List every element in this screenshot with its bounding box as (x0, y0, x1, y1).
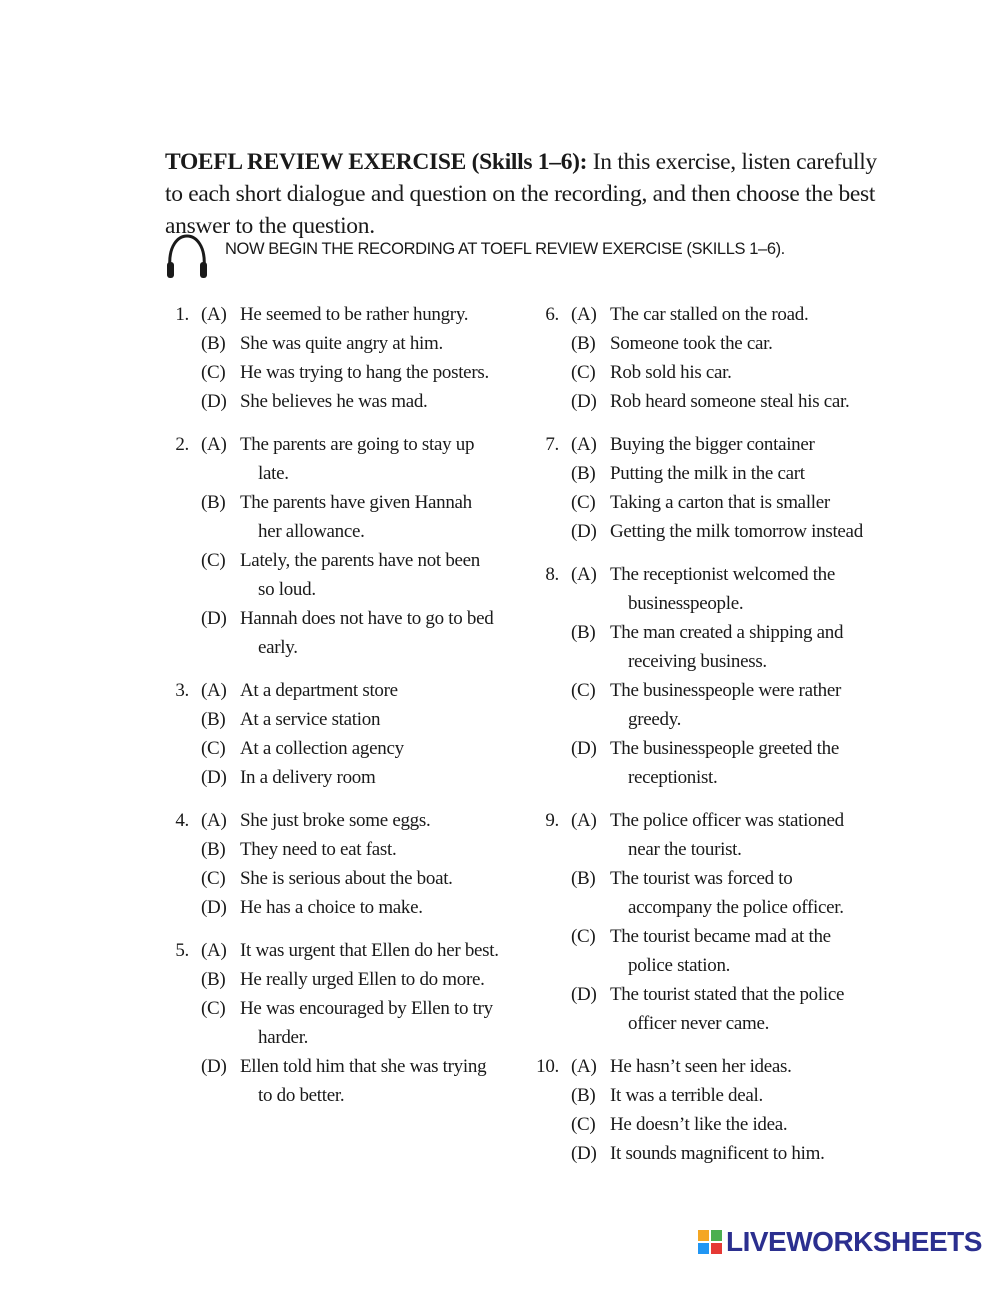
option-letter: (D) (201, 897, 227, 918)
answer-option[interactable] (165, 358, 515, 387)
answer-option[interactable] (535, 1139, 895, 1168)
option-letter: (A) (201, 940, 227, 961)
option-text: He was trying to hang the posters. (240, 362, 489, 383)
questions-column-right (535, 300, 895, 1168)
option-text: The businesspeople greeted the (610, 738, 839, 759)
answer-option[interactable] (535, 1110, 895, 1139)
question-2 (165, 430, 515, 662)
answer-option[interactable] (535, 358, 895, 387)
option-letter: (C) (201, 550, 226, 571)
option-letter: (B) (571, 622, 596, 643)
answer-option[interactable] (165, 488, 515, 546)
question-8 (535, 560, 895, 792)
questions-column-left (165, 300, 515, 1110)
option-text: At a service station (240, 709, 381, 730)
option-letter: (C) (571, 492, 596, 513)
liveworksheets-logo-icon (698, 1230, 722, 1254)
option-text: The businesspeople were rather (610, 680, 842, 701)
answer-option[interactable] (535, 387, 895, 416)
answer-option[interactable] (165, 676, 515, 705)
answer-option[interactable] (535, 734, 895, 792)
option-text: He hasn’t seen her ideas. (610, 1056, 792, 1077)
answer-option[interactable] (535, 922, 895, 980)
option-text: She just broke some eggs. (240, 810, 431, 831)
answer-option[interactable] (165, 864, 515, 893)
answer-option[interactable] (165, 329, 515, 358)
option-letter: (B) (571, 868, 596, 889)
answer-option[interactable] (165, 734, 515, 763)
question-number: 10. (536, 1056, 559, 1077)
answer-option[interactable] (165, 994, 515, 1052)
answer-option[interactable] (165, 705, 515, 734)
option-letter: (B) (201, 839, 226, 860)
question-4 (165, 806, 515, 922)
answer-option[interactable] (165, 430, 515, 488)
option-text: In a delivery room (240, 767, 376, 788)
question-number: 6. (545, 304, 559, 325)
option-letter: (D) (201, 1056, 227, 1077)
option-letter: (B) (571, 333, 596, 354)
answer-option[interactable] (535, 300, 895, 329)
option-letter: (A) (571, 810, 597, 831)
option-text: Buying the bigger container (610, 434, 815, 455)
option-text: Taking a carton that is smaller (610, 492, 830, 513)
answer-option[interactable] (535, 488, 895, 517)
option-letter: (C) (571, 680, 596, 701)
option-text: her allowance. (258, 521, 365, 542)
option-text: It was urgent that Ellen do her best. (240, 940, 499, 961)
option-text: early. (258, 637, 298, 658)
option-text: Someone took the car. (610, 333, 773, 354)
question-10 (535, 1052, 895, 1168)
option-text: It sounds magnificent to him. (610, 1143, 825, 1164)
option-letter: (B) (571, 463, 596, 484)
recording-instruction (165, 232, 885, 282)
option-text: The receptionist welcomed the (610, 564, 836, 585)
option-letter: (D) (201, 608, 227, 629)
option-letter: (C) (201, 362, 226, 383)
option-letter: (D) (571, 738, 597, 759)
option-text: The tourist became mad at the (610, 926, 831, 947)
option-text: At a department store (240, 680, 398, 701)
option-text: At a collection agency (240, 738, 404, 759)
option-text: The parents have given Hannah (240, 492, 472, 513)
question-6 (535, 300, 895, 416)
option-letter: (C) (201, 868, 226, 889)
option-text: They need to eat fast. (240, 839, 397, 860)
option-text: The man created a shipping and (610, 622, 844, 643)
option-letter: (B) (201, 492, 226, 513)
question-number: 4. (175, 810, 189, 831)
option-text: The tourist stated that the police (610, 984, 845, 1005)
answer-option[interactable] (535, 517, 895, 546)
exercise-heading (165, 146, 885, 242)
option-text: He has a choice to make. (240, 897, 423, 918)
answer-option[interactable] (165, 300, 515, 329)
exercise-title: TOEFL REVIEW EXERCISE (Skills 1–6): (165, 149, 588, 175)
answer-option[interactable] (165, 604, 515, 662)
option-letter: (A) (571, 564, 597, 585)
answer-option[interactable] (535, 430, 895, 459)
option-text: receiving business. (628, 651, 767, 672)
answer-option[interactable] (165, 763, 515, 792)
option-letter: (D) (571, 521, 597, 542)
option-letter: (A) (571, 304, 597, 325)
option-letter: (A) (201, 304, 227, 325)
answer-option[interactable] (535, 560, 895, 618)
headphones-icon (165, 232, 209, 282)
option-text: to do better. (258, 1085, 345, 1106)
option-letter: (A) (571, 434, 597, 455)
option-text: Ellen told him that she was trying (240, 1056, 487, 1077)
answer-option[interactable] (535, 980, 895, 1038)
option-text: Hannah does not have to go to bed (240, 608, 494, 629)
option-letter: (D) (201, 767, 227, 788)
option-text: The tourist was forced to (610, 868, 793, 889)
option-letter: (D) (571, 391, 597, 412)
option-letter: (B) (201, 709, 226, 730)
option-text: She is serious about the boat. (240, 868, 453, 889)
option-text: near the tourist. (628, 839, 742, 860)
answer-option[interactable] (535, 459, 895, 488)
question-number: 2. (175, 434, 189, 455)
answer-option[interactable] (165, 835, 515, 864)
answer-option[interactable] (535, 1052, 895, 1081)
option-text: harder. (258, 1027, 309, 1048)
option-letter: (D) (571, 984, 597, 1005)
question-number: 9. (545, 810, 559, 831)
option-letter: (B) (201, 969, 226, 990)
answer-option[interactable] (165, 893, 515, 922)
question-5 (165, 936, 515, 1110)
exercise-instructions: In this exercise, listen carefully to each short dialogue and question on the recording, and then choose the best answer to the question. (165, 149, 877, 239)
option-text: She was quite angry at him. (240, 333, 443, 354)
option-letter: (D) (201, 391, 227, 412)
option-letter: (C) (571, 1114, 596, 1135)
question-number: 7. (545, 434, 559, 455)
liveworksheets-logo-text: LIVEWORKSHEETS (726, 1226, 982, 1257)
answer-option[interactable] (535, 329, 895, 358)
option-text: Putting the milk in the cart (610, 463, 805, 484)
option-letter: (C) (571, 362, 596, 383)
answer-option[interactable] (165, 936, 515, 965)
answer-option[interactable] (165, 546, 515, 604)
option-letter: (B) (201, 333, 226, 354)
option-text: businesspeople. (628, 593, 744, 614)
option-text: She believes he was mad. (240, 391, 428, 412)
question-7 (535, 430, 895, 546)
option-letter: (B) (571, 1085, 596, 1106)
option-text: late. (258, 463, 289, 484)
option-text: Getting the milk tomorrow instead (610, 521, 863, 542)
recording-text: NOW BEGIN THE RECORDING AT TOEFL REVIEW EXERCISE (SKILLS 1–6). (225, 240, 785, 258)
option-letter: (C) (201, 738, 226, 759)
option-text: receptionist. (628, 767, 718, 788)
option-text: He seemed to be rather hungry. (240, 304, 469, 325)
answer-option[interactable] (165, 965, 515, 994)
option-text: greedy. (628, 709, 682, 730)
option-letter: (C) (571, 926, 596, 947)
option-letter: (A) (201, 810, 227, 831)
option-letter: (A) (571, 1056, 597, 1077)
answer-option[interactable] (535, 618, 895, 676)
option-letter: (A) (201, 434, 227, 455)
answer-option[interactable] (165, 806, 515, 835)
option-text: It was a terrible deal. (610, 1085, 763, 1106)
option-text: The car stalled on the road. (610, 304, 809, 325)
liveworksheets-logo (698, 1228, 988, 1258)
option-text: He doesn’t like the idea. (610, 1114, 788, 1135)
answer-option[interactable] (165, 387, 515, 416)
option-text: The parents are going to stay up (240, 434, 475, 455)
option-text: He really urged Ellen to do more. (240, 969, 485, 990)
option-letter: (D) (571, 1143, 597, 1164)
answer-option[interactable] (535, 864, 895, 922)
answer-option[interactable] (535, 1081, 895, 1110)
option-text: He was encouraged by Ellen to try (240, 998, 493, 1019)
option-text: accompany the police officer. (628, 897, 844, 918)
question-1 (165, 300, 515, 416)
question-number: 1. (175, 304, 189, 325)
question-number: 5. (175, 940, 189, 961)
question-number: 3. (175, 680, 189, 701)
question-3 (165, 676, 515, 792)
question-9 (535, 806, 895, 1038)
option-text: so loud. (258, 579, 316, 600)
option-letter: (C) (201, 998, 226, 1019)
question-number: 8. (545, 564, 559, 585)
option-text: The police officer was stationed (610, 810, 844, 831)
answer-option[interactable] (535, 806, 895, 864)
option-text: Rob sold his car. (610, 362, 732, 383)
option-letter: (A) (201, 680, 227, 701)
option-text: officer never came. (628, 1013, 770, 1034)
answer-option[interactable] (165, 1052, 515, 1110)
answer-option[interactable] (535, 676, 895, 734)
option-text: police station. (628, 955, 731, 976)
option-text: Lately, the parents have not been (240, 550, 480, 571)
option-text: Rob heard someone steal his car. (610, 391, 850, 412)
